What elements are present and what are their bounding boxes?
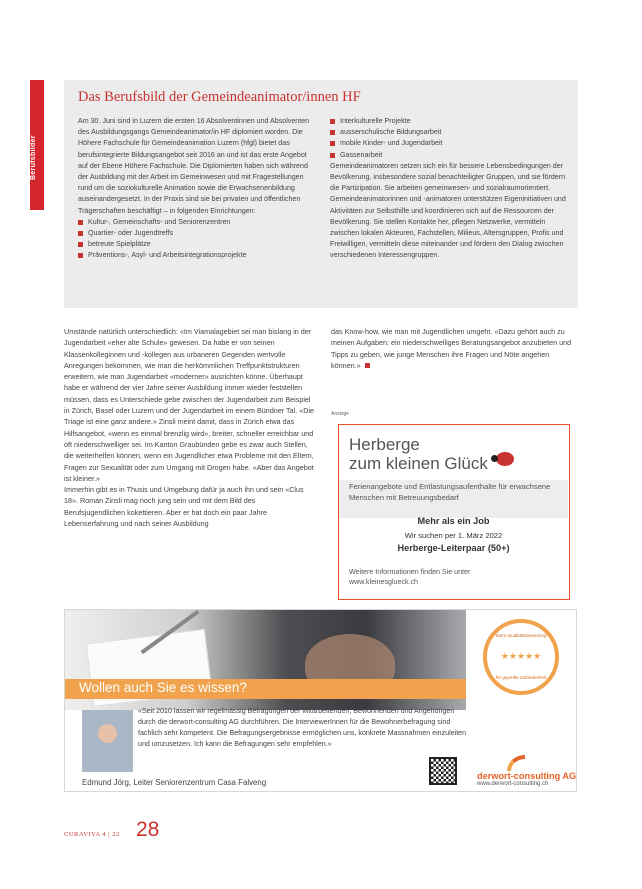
herberge-headline: Mehr als ein Job (417, 516, 490, 526)
info-box-description: Gemeindeanimatoren setzen sich ein für bessere Lebensbedingungen der Bevölkerung, insbesondere sozial benachteiligter Gruppen, und sie fördern die Partizipation. Sie arbeiten gemeinwesen- und sozialraumorientiert. Gemeindeanimatorinnen und -animatoren unterstützen Eigeninitiativen und Aktivitäten zur Selbsthilfe und koordinieren sich auf die Ressourcen der Bevölkerung. Sie stellen Kontakte her, pflegen Netzwerke, vermitteln zwischen lokalen Akteuren, Fachstellen, Milieus, Altersgruppen, Profis und Freiwilligen, vermitteln diese miteinander und fördern den Dialog zwischen verschiedenen Interessengruppen. (330, 161, 566, 260)
list-item: Quartier- oder Jugendtreffs (78, 228, 310, 239)
ad-banner (65, 679, 466, 699)
article-closing-text: das Know-how, wie man mit Jugendlichen umgeht. «Dazu gehört auch zu meinen Aufgaben: ein niederschwelliges Beratungsangebot anzubieten und Tipps zu geben, wie junge Menschen ihre Fragen und Nöte angehen können.» (331, 327, 572, 370)
footer-brand: CURAVIVA 4 | 22 (64, 831, 120, 838)
article-left-column (64, 326, 316, 529)
derwort-ad[interactable] (64, 609, 577, 792)
herberge-ad[interactable] (338, 424, 570, 600)
list-item: ausserschulische Bildungsarbeit (330, 127, 566, 138)
quality-seal-icon (483, 619, 559, 695)
derwort-logo-icon (507, 755, 525, 771)
article-paragraph (331, 326, 579, 371)
seal-top-text: Stern-Qualitätsbewertung (495, 633, 547, 638)
info-box-right-column (330, 116, 566, 262)
herberge-info (349, 568, 470, 587)
info-box-right-list (330, 116, 566, 161)
list-item: betreute Spielplätze (78, 239, 310, 250)
list-item: mobile Kinder- und Jugendarbeit (330, 138, 566, 149)
info-box-title: Das Berufsbild der Gemeindeanimator/innen HF (78, 89, 361, 105)
section-tab (30, 80, 44, 210)
derwort-logo[interactable] (477, 755, 577, 787)
herberge-info-text: Weitere Informationen finden Sie unter (349, 568, 471, 576)
article-paragraph: Immerhin gibt es in Thusis und Umgebung dafür ja auch ihn und sein «Clus 18». Roman Zinsli mag noch jung sein und mit dem Bild des Berufsjugendlichen kokettieren. Aber er hat doch ein paar Jahre Lebenserfahrung und nach seiner Ausbildung (64, 485, 304, 529)
qr-code-icon[interactable] (429, 757, 457, 785)
ad-banner-text: Wollen auch Sie es wissen? (79, 680, 247, 695)
testimonial-author: Edmund Jörg, Leiter Seniorenzentrum Casa Falveng (82, 778, 267, 787)
list-item: Präventions-, Asyl- und Arbeitsintegrationsprojekte (78, 250, 310, 261)
herberge-position: Herberge-Leiterpaar (50+) (397, 543, 510, 553)
herberge-subtitle: Ferienangebote und Entlastungsaufenthalte für erwachsene Menschen mit Betreuungsbedarf (349, 482, 551, 502)
info-box (64, 80, 578, 308)
seal-bottom-text: für geprüfte Zufriedenheit (495, 675, 547, 680)
list-item: Gassenarbeit (330, 150, 566, 161)
section-tab-label: Berufsbilder (30, 135, 37, 180)
portrait-photo (82, 710, 133, 772)
list-item: Interkulturelle Projekte (330, 116, 566, 127)
derwort-website-link[interactable]: www.derwort-consulting.ch (477, 781, 549, 787)
page-number: 28 (136, 818, 160, 841)
herberge-website-link[interactable]: www.kleinesglueck.ch (349, 577, 418, 586)
herberge-search-date: Wir suchen per 1. März 2022 (404, 531, 503, 540)
info-box-left-column (78, 116, 310, 262)
herberge-title-line1: Herberge (349, 435, 420, 454)
end-mark-icon (365, 363, 370, 368)
list-item: Kultur-, Gemeinschafts- und Seniorenzentren (78, 217, 310, 228)
seal-stars: ★★★★★ (500, 651, 542, 661)
info-box-intro: Am 30. Juni sind in Luzern die ersten 16 Absolventinnen und Absolventen des Ausbildungsgangs Gemeindeanimator/in HF diplomiert worden. Die Höhere Fachschule für Gemeindeanimation Luzern (hfgl) bietet das berufsintegrierte Bildungsangebot seit 2016 an und ist das erste Angebot auf der Ebene Höhere Fachschule. Die Diplomierten haben sich während der Ausbildung mit der Arbeit im Gemeinwesen und mit Fragestellungen rund um die soziokulturelle Animation sowie die Erwachsenenbildung auseinandergesetzt. In der Praxis sind sie bei privaten und öffentlichen Trägerschaften beschäftigt – in folgenden Einrichtungen: (78, 117, 310, 215)
testimonial-quote: «Seit 2010 lassen wir regelmässig Befragungen der Mitarbeitenden, Bewohnenden und Angehörigen durch die derwort-consulting AG durchführen. Die InterviewerInnen für die Bewohnerbefragung sind fachlich sehr kompetent. Die Befragungsergebnisse ermöglichen uns, konkrete Massnahmen einzuleiten und umzusetzen. Ich kann die Befragungen sehr empfehlen.» (138, 707, 467, 748)
ad-label: Anzeige (331, 411, 350, 417)
info-box-left-list (78, 217, 310, 262)
article-paragraph: Umstände natürlich unterschiedlich: «Im Viamalagebiet sei man bislang in der Jugendarbeit «eher alte Schule» gewesen. Da habe er von seinen Klassenkolleginnen und -kollegen aus urbaneren Gegenden wertvolle Anregungen bekommen, wie man die herkömmlichen Treffpunktstrukturen erweitern, wie man Jugendarbeit «moderner» ausrichten könne. Überhaupt habe er während der vier Jahre seiner Ausbildung immer wieder feststellen müssen, dass es Unterschiede gebe zwischen der Jugendarbeit zum Beispiel in Zürich, Basel oder Luzern und der Jugendarbeit im einem Bündner Tal. «Die Triage ist eine ganz andere.» Zinsli meint damit, dass in Zürich etwa das Hilfsangebot, «wenn es einmal brenzlig wird», breiter, schneller erreichbar und oft niederschwelliger sei. Im Kanton Graubünden gebe es zwar auch Stellen, die weiterhelfen können, wenn ein Jugendlicher etwa Probleme mit den Eltern, Fragen zur Sexualität oder zum Umgang mit Drogen habe. «Aber das Angebot ist kleiner.» (64, 327, 314, 483)
derwort-logo-name: derwort-consulting AG (477, 771, 577, 781)
article-right-column (331, 326, 579, 371)
ladybug-icon (496, 452, 514, 466)
herberge-title-line2: zum kleinen Glück (349, 454, 488, 473)
